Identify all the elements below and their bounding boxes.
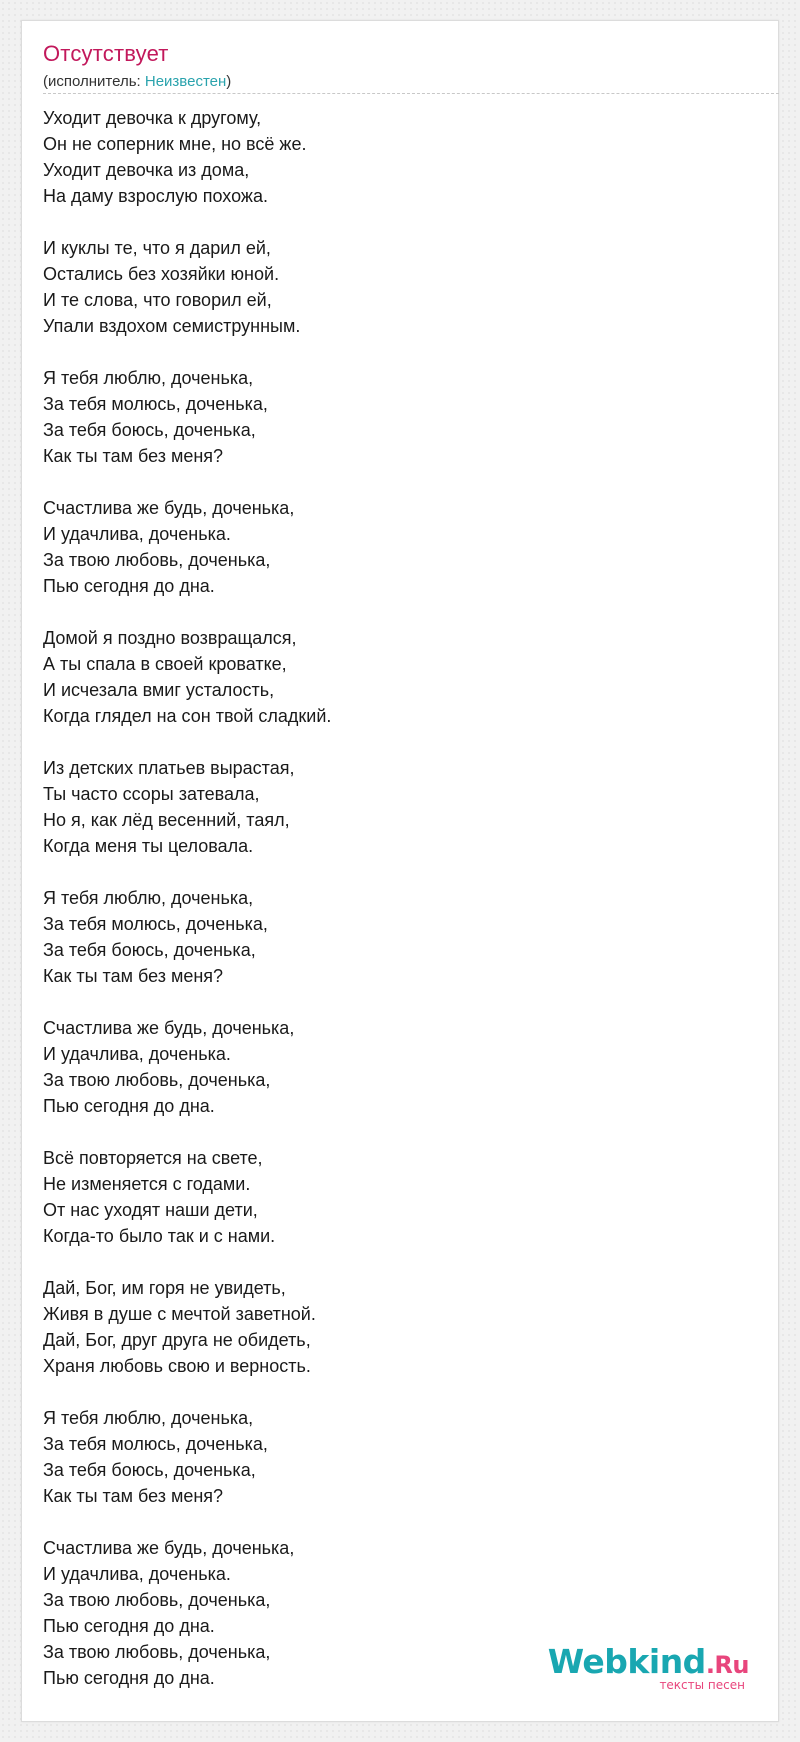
- lyric-line: Пью сегодня до дна.: [43, 1616, 215, 1636]
- lyric-line: За тебя молюсь, доченька,: [43, 394, 268, 414]
- lyric-line: За тебя боюсь, доченька,: [43, 420, 256, 440]
- lyric-line: Счастлива же будь, доченька,: [43, 1018, 295, 1038]
- lyric-line: Когда глядел на сон твой сладкий.: [43, 706, 332, 726]
- lyric-line: Пью сегодня до дна.: [43, 1668, 215, 1688]
- lyric-line: Счастлива же будь, доченька,: [43, 498, 295, 518]
- artist-suffix: ): [226, 73, 232, 90]
- lyric-line: Упали вздохом семиструнным.: [43, 316, 301, 336]
- logo-wordmark: [547, 1642, 749, 1682]
- lyric-line: И те слова, что говорил ей,: [43, 290, 272, 310]
- song-title: Отсутствует: [43, 41, 169, 66]
- lyrics-stanza: [43, 235, 743, 339]
- artist-line: [43, 73, 231, 90]
- lyric-line: Дай, Бог, друг друга не обидеть,: [43, 1330, 311, 1350]
- lyric-line: Ты часто ссоры затевала,: [43, 784, 260, 804]
- lyric-line: И удачлива, доченька.: [43, 1044, 231, 1064]
- lyric-line: За тебя боюсь, доченька,: [43, 1460, 256, 1480]
- lyric-line: Когда меня ты целовала.: [43, 836, 254, 856]
- lyric-line: Живя в душе с мечтой заветной.: [43, 1304, 316, 1324]
- lyric-line: Дай, Бог, им горя не увидеть,: [43, 1278, 286, 1298]
- lyric-line: На даму взрослую похожа.: [43, 186, 268, 206]
- lyric-line: Как ты там без меня?: [43, 1486, 224, 1506]
- lyrics-stanza: [43, 1405, 743, 1509]
- lyric-line: За твою любовь, доченька,: [43, 1070, 271, 1090]
- lyric-line: За тебя молюсь, доченька,: [43, 914, 268, 934]
- site-logo[interactable]: [547, 1642, 749, 1692]
- lyrics-stanza: [43, 885, 743, 989]
- lyrics-body: [43, 105, 743, 1717]
- lyrics-stanza: [43, 625, 743, 729]
- artist-prefix: (исполнитель:: [43, 73, 145, 90]
- lyric-line: И исчезала вмиг усталость,: [43, 680, 275, 700]
- lyric-line: Я тебя люблю, доченька,: [43, 1408, 254, 1428]
- divider: [43, 93, 779, 94]
- lyrics-card: [21, 20, 779, 1722]
- lyric-line: Из детских платьев вырастая,: [43, 758, 295, 778]
- lyric-line: И куклы те, что я дарил ей,: [43, 238, 271, 258]
- lyric-line: Уходит девочка из дома,: [43, 160, 250, 180]
- lyric-line: Уходит девочка к другому,: [43, 108, 262, 128]
- logo-main-text: Webkind: [547, 1642, 706, 1681]
- lyrics-stanza: [43, 1275, 743, 1379]
- artist-link[interactable]: Неизвестен: [144, 73, 227, 90]
- lyric-line: Как ты там без меня?: [43, 966, 224, 986]
- lyric-line: Я тебя люблю, доченька,: [43, 368, 254, 388]
- lyric-line: Счастлива же будь, доченька,: [43, 1538, 295, 1558]
- lyric-line: Пью сегодня до дна.: [43, 1096, 215, 1116]
- lyrics-stanza: [43, 1015, 743, 1119]
- lyric-line: Как ты там без меня?: [43, 446, 224, 466]
- lyrics-stanza: [43, 105, 743, 209]
- lyric-line: Храня любовь свою и верность.: [43, 1356, 311, 1376]
- lyric-line: За твою любовь, доченька,: [43, 1590, 271, 1610]
- lyric-line: Он не соперник мне, но всё же.: [43, 134, 307, 154]
- lyrics-stanza: [43, 755, 743, 859]
- lyric-line: За твою любовь, доченька,: [43, 1642, 271, 1662]
- lyric-line: От нас уходят наши дети,: [43, 1200, 258, 1220]
- logo-tld-text: .Ru: [705, 1651, 749, 1679]
- lyric-line: За тебя боюсь, доченька,: [43, 940, 256, 960]
- lyric-line: Всё повторяется на свете,: [43, 1148, 263, 1168]
- lyric-line: И удачлива, доченька.: [43, 524, 231, 544]
- lyric-line: Я тебя люблю, доченька,: [43, 888, 254, 908]
- logo-tagline: тексты песен: [659, 1678, 745, 1692]
- lyrics-stanza: [43, 495, 743, 599]
- lyric-line: Когда-то было так и с нами.: [43, 1226, 276, 1246]
- lyric-line: А ты спала в своей кроватке,: [43, 654, 287, 674]
- lyric-line: Не изменяется с годами.: [43, 1174, 251, 1194]
- lyric-line: Остались без хозяйки юной.: [43, 264, 280, 284]
- lyric-line: За тебя молюсь, доченька,: [43, 1434, 268, 1454]
- lyric-line: За твою любовь, доченька,: [43, 550, 271, 570]
- lyric-line: И удачлива, доченька.: [43, 1564, 231, 1584]
- lyric-line: Пью сегодня до дна.: [43, 576, 215, 596]
- lyrics-stanza: [43, 1145, 743, 1249]
- lyric-line: Домой я поздно возвращался,: [43, 628, 297, 648]
- lyric-line: Но я, как лёд весенний, таял,: [43, 810, 290, 830]
- lyrics-stanza: [43, 365, 743, 469]
